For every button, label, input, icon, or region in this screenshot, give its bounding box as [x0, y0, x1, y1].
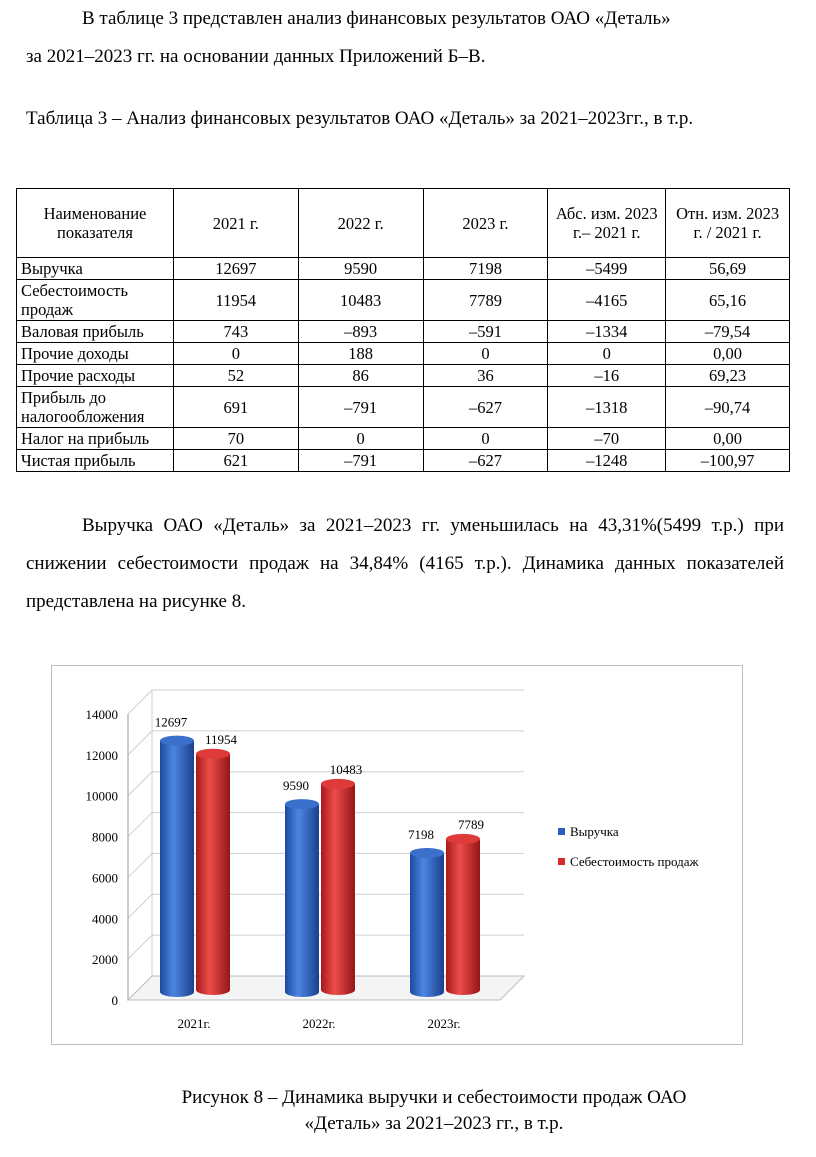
- value-cell: 10483: [298, 280, 423, 321]
- revenue-cost-chart: [51, 665, 743, 1045]
- table-row: [17, 450, 790, 472]
- bar-base: [410, 987, 444, 997]
- bar-base: [321, 985, 355, 995]
- header-cell: 2021 г.: [173, 189, 298, 258]
- value-cell: 743: [173, 321, 298, 343]
- y-tick-label: 14000: [85, 707, 118, 722]
- table-row: [17, 321, 790, 343]
- intro-line-1: В таблице 3 представлен анализ финансовых результатов ОАО «Деталь»: [82, 8, 671, 29]
- value-cell: –791: [298, 450, 423, 472]
- y-tick-label: 4000: [92, 911, 118, 927]
- table-row: [17, 258, 790, 280]
- table-caption: Таблица 3 – Анализ финансовых результатов ОАО «Деталь» за 2021–2023гг., в т.р.: [26, 108, 694, 129]
- intro-line-2: за 2021–2023 гг. на основании данных Приложений Б–В.: [26, 46, 486, 67]
- header-cell: 2022 г.: [298, 189, 423, 258]
- value-cell: –591: [423, 321, 548, 343]
- header-cell: Наименование показателя: [17, 189, 174, 258]
- value-cell: –100,97: [666, 450, 790, 472]
- value-cell: 691: [173, 387, 298, 428]
- figure-caption-line-2: «Деталь» за 2021–2023 гг., в т.р.: [304, 1113, 564, 1134]
- row-label-cell: Налог на прибыль: [17, 428, 174, 450]
- value-cell: 65,16: [666, 280, 790, 321]
- data-label: 10483: [329, 761, 363, 777]
- gridline-side: [128, 894, 152, 918]
- value-cell: –893: [298, 321, 423, 343]
- row-label-cell: Чистая прибыль: [17, 450, 174, 472]
- value-cell: 12697: [173, 258, 298, 280]
- value-cell: 56,69: [666, 258, 790, 280]
- data-label: 7198: [408, 826, 434, 842]
- bar-top: [446, 834, 480, 844]
- row-label-cell: Прибыль до налогообложения: [17, 387, 174, 428]
- row-label-cell: Выручка: [17, 258, 174, 280]
- value-cell: 36: [423, 365, 548, 387]
- bar-base: [196, 985, 230, 995]
- bar-revenue: [160, 741, 194, 992]
- gridline-side: [128, 813, 152, 837]
- value-cell: 0,00: [666, 428, 790, 450]
- bar-top: [160, 736, 194, 746]
- value-cell: 52: [173, 365, 298, 387]
- legend-swatch: [558, 828, 565, 835]
- value-cell: 7789: [423, 280, 548, 321]
- analysis-paragraph: [26, 507, 784, 621]
- value-cell: –4165: [548, 280, 666, 321]
- row-label-cell: Прочие расходы: [17, 365, 174, 387]
- value-cell: 0: [548, 343, 666, 365]
- row-label-cell: Валовая прибыль: [17, 321, 174, 343]
- value-cell: 188: [298, 343, 423, 365]
- x-tick-label: 2021г.: [177, 1016, 211, 1031]
- y-tick-label: 2000: [92, 952, 118, 968]
- bar-top: [196, 749, 230, 759]
- y-tick-label: 10000: [85, 788, 118, 804]
- value-cell: 9590: [298, 258, 423, 280]
- bar-revenue: [410, 853, 444, 992]
- bar-cost: [196, 754, 230, 990]
- value-cell: 69,23: [666, 365, 790, 387]
- legend-label: Себестоимость продаж: [570, 854, 699, 869]
- figure-caption: [26, 1085, 816, 1137]
- y-tick-label: 8000: [92, 829, 118, 845]
- value-cell: 621: [173, 450, 298, 472]
- value-cell: 0,00: [666, 343, 790, 365]
- value-cell: –1318: [548, 387, 666, 428]
- table-row: [17, 428, 790, 450]
- figure-caption-line-1: Рисунок 8 – Динамика выручки и себестоимости продаж ОАО: [181, 1087, 687, 1108]
- value-cell: –627: [423, 387, 548, 428]
- x-tick-label: 2023г.: [427, 1016, 461, 1031]
- value-cell: –1334: [548, 321, 666, 343]
- data-label: 11954: [204, 731, 238, 747]
- value-cell: –5499: [548, 258, 666, 280]
- table-row: [17, 387, 790, 428]
- header-cell: Отн. изм. 2023 г. / 2021 г.: [666, 189, 790, 258]
- gridline-side: [128, 690, 152, 714]
- table-row: [17, 365, 790, 387]
- bar-top: [321, 779, 355, 789]
- value-cell: 0: [298, 428, 423, 450]
- row-label-cell: Себестоимость продаж: [17, 280, 174, 321]
- data-label: 7789: [458, 816, 484, 832]
- value-cell: –1248: [548, 450, 666, 472]
- y-tick-label: 0: [111, 993, 118, 1008]
- chart-svg: [52, 666, 742, 1044]
- y-tick-label: 6000: [92, 870, 118, 886]
- bar-cost: [321, 784, 355, 990]
- row-label-cell: Прочие доходы: [17, 343, 174, 365]
- value-cell: 86: [298, 365, 423, 387]
- bar-base: [285, 987, 319, 997]
- header-cell: 2023 г.: [423, 189, 548, 258]
- bar-cost: [446, 839, 480, 990]
- legend-label: Выручка: [570, 824, 619, 839]
- value-cell: –70: [548, 428, 666, 450]
- value-cell: –79,54: [666, 321, 790, 343]
- gridline-side: [128, 853, 152, 877]
- x-tick-label: 2022г.: [302, 1016, 336, 1031]
- value-cell: 70: [173, 428, 298, 450]
- data-label: 9590: [283, 778, 309, 794]
- value-cell: –627: [423, 450, 548, 472]
- bar-base: [446, 985, 480, 995]
- bar-revenue: [285, 804, 319, 992]
- table-header-row: [17, 189, 790, 258]
- intro-paragraph: [26, 0, 790, 76]
- value-cell: 0: [173, 343, 298, 365]
- header-cell: Абс. изм. 2023 г.– 2021 г.: [548, 189, 666, 258]
- table-row: [17, 343, 790, 365]
- gridline-side: [128, 935, 152, 959]
- table-row: [17, 280, 790, 321]
- legend-swatch: [558, 858, 565, 865]
- value-cell: 0: [423, 428, 548, 450]
- bar-top: [285, 799, 319, 809]
- value-cell: –90,74: [666, 387, 790, 428]
- gridline-side: [128, 731, 152, 755]
- data-label: 12697: [154, 714, 188, 730]
- value-cell: –16: [548, 365, 666, 387]
- bar-base: [160, 987, 194, 997]
- value-cell: 0: [423, 343, 548, 365]
- value-cell: 11954: [173, 280, 298, 321]
- gridline-side: [128, 772, 152, 796]
- y-tick-label: 12000: [85, 747, 118, 763]
- bar-top: [410, 848, 444, 858]
- financial-results-table: [16, 188, 790, 472]
- analysis-text: Выручка ОАО «Деталь» за 2021–2023 гг. уменьшилась на 43,31%(5499 т.р.) при снижении себестоимости продаж на 34,84% (4165 т.р.). Динамика данных показателей представлена на рисунке 8.: [26, 515, 784, 612]
- value-cell: –791: [298, 387, 423, 428]
- value-cell: 7198: [423, 258, 548, 280]
